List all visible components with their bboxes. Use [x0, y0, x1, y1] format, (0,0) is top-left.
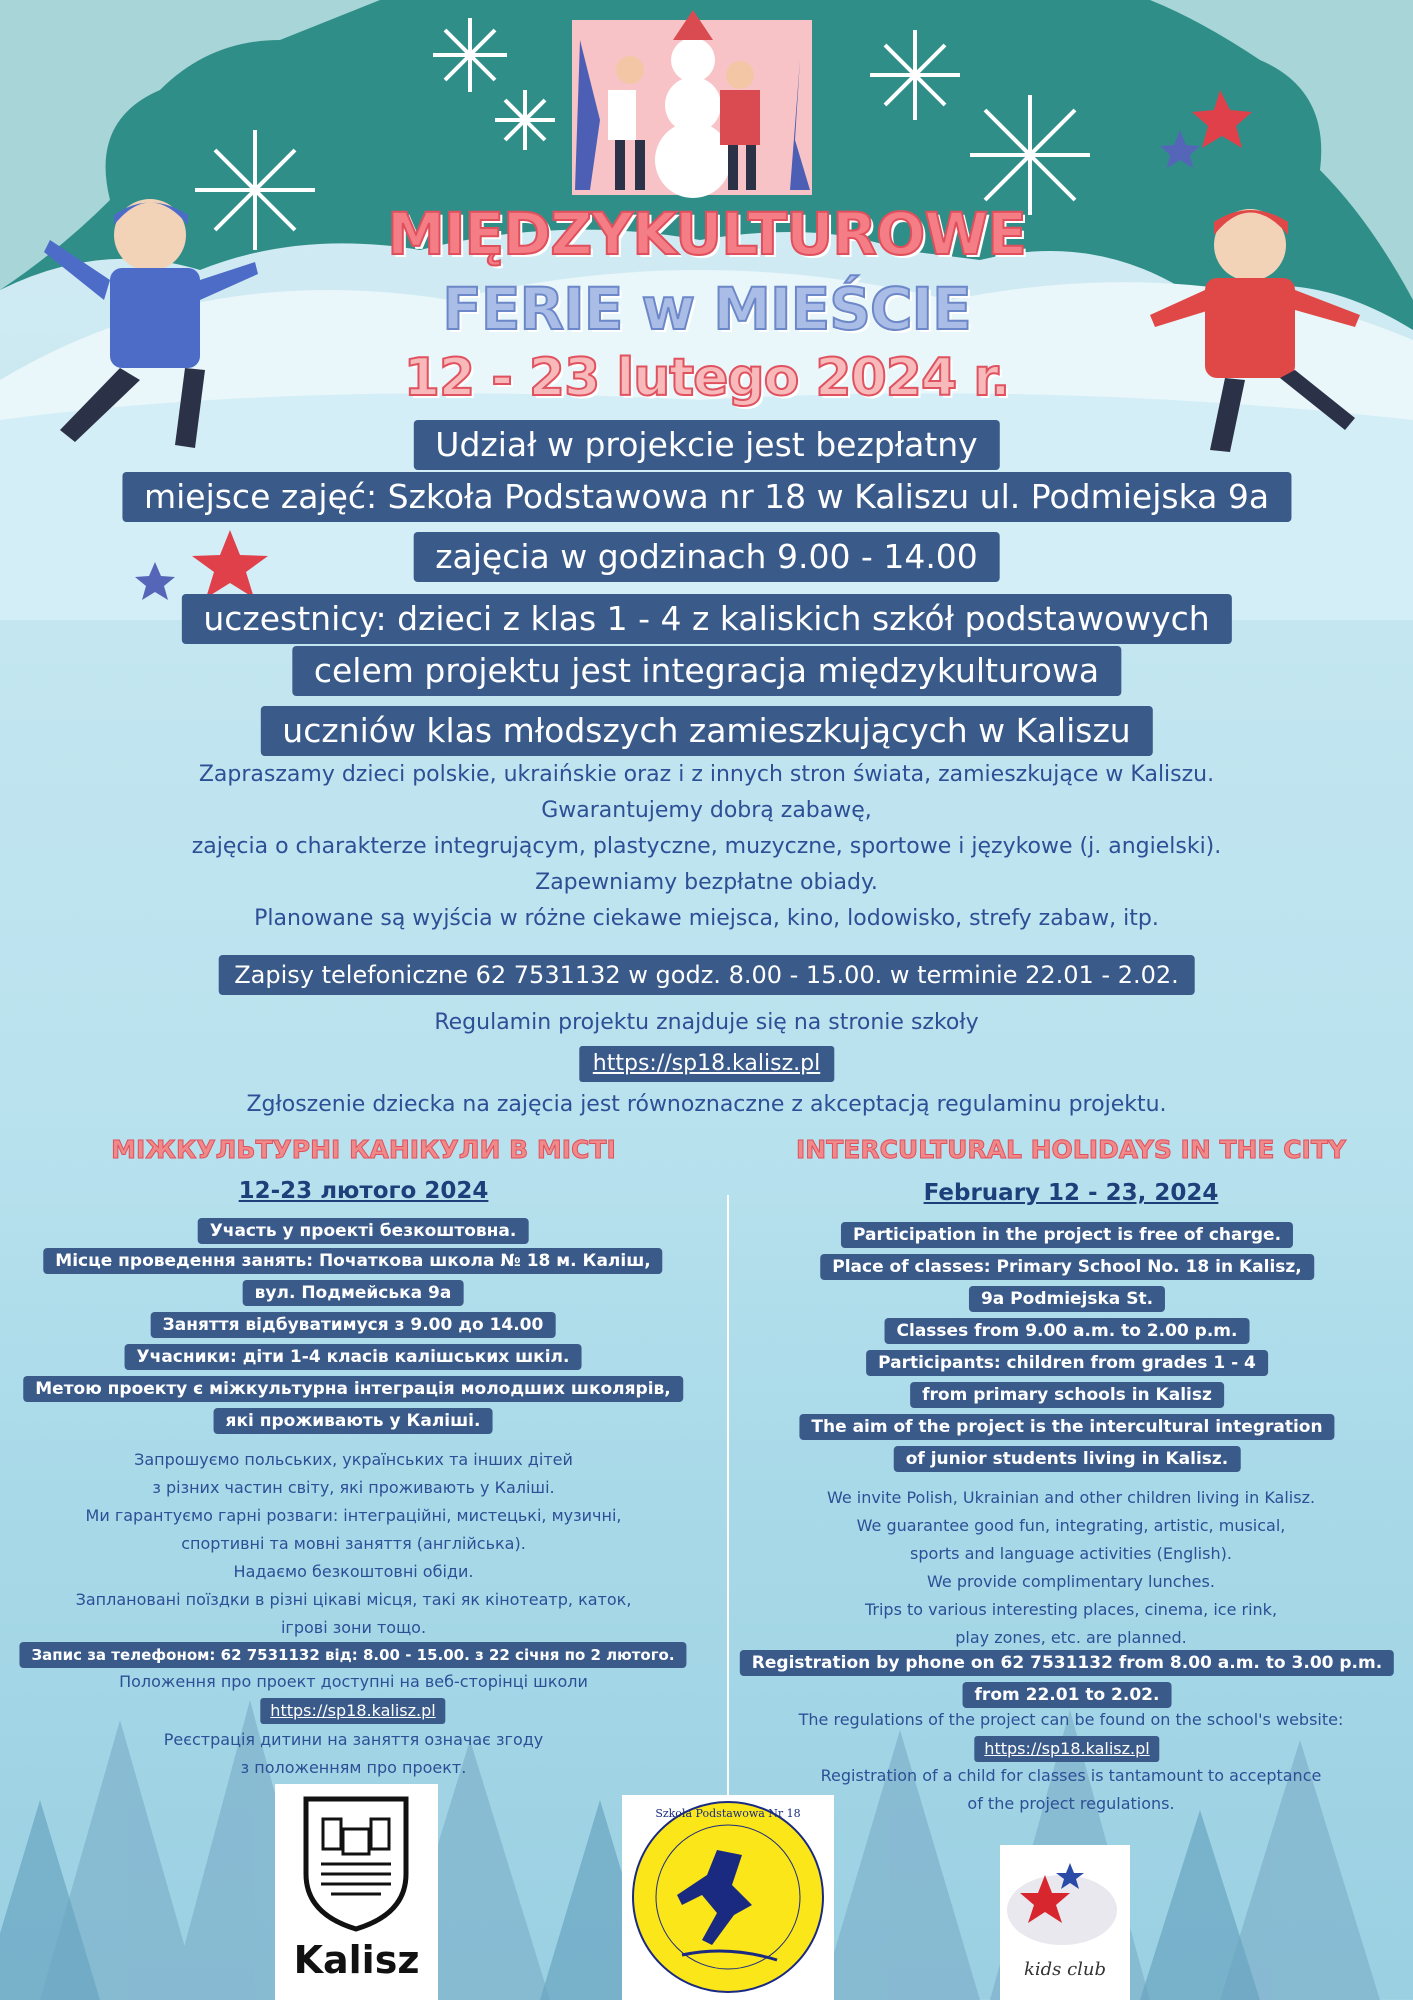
en-rules-text: The regulations of the project can be found on the school's website: [798, 1710, 1344, 1729]
invite-line: Zapraszamy dzieci polskie, ukraińskie oraz i z innych stron świata, zamieszkujące w Kaliszu. [198, 762, 1215, 787]
en-text-line: We guarantee good fun, integrating, artistic, musical, [856, 1516, 1286, 1535]
en-pill: Classes from 9.00 a.m. to 2.00 p.m. [885, 1318, 1250, 1344]
en-pill: Participants: children from grades 1 - 4 [866, 1350, 1268, 1376]
ua-pill: Участь у проекті безкоштовна. [198, 1218, 529, 1244]
pill-free-participation: Udział w projekcie jest bezpłatny [413, 420, 999, 470]
ua-acceptance-line: з положенням про проект. [240, 1758, 467, 1777]
kids-club-star-icon [1000, 1845, 1130, 1955]
invite-line: Zapewniamy bezpłatne obiady. [535, 870, 878, 895]
invite-line: zajęcia o charakterze integrującym, plastyczne, muzyczne, sportowe i językowe (j. angielski). [191, 834, 1222, 859]
ua-school-website-link[interactable]: https://sp18.kalisz.pl [260, 1698, 445, 1724]
ua-pill: Заняття відбуватимуся з 9.00 до 14.00 [151, 1312, 556, 1338]
ua-text-line: ігрові зони тощо. [280, 1618, 427, 1637]
en-pill: of junior students living in Kalisz. [894, 1446, 1241, 1472]
ua-text-line: Надаємо безкоштовні обіди. [233, 1562, 474, 1581]
en-text-line: sports and language activities (English). [910, 1544, 1232, 1563]
pill-goal-continued: uczniów klas młodszych zamieszkujących w Kaliszu [260, 706, 1152, 756]
ua-pill: Учасники: діти 1-4 класів калішських шкіл. [125, 1344, 582, 1370]
kalisz-logo-text: Kalisz [293, 1938, 420, 1982]
en-text-line: We provide complimentary lunches. [927, 1572, 1215, 1591]
ua-pill: вул. Подмейська 9а [243, 1280, 464, 1306]
title-line-1: MIĘDZYKULTUROWE [387, 200, 1026, 268]
en-text-line: We invite Polish, Ukrainian and other children living in Kalisz. [826, 1488, 1316, 1507]
ua-text-line: Запрошуємо польських, українських та інших дітей [134, 1450, 573, 1469]
english-heading: INTERCULTURAL HOLIDAYS IN THE CITY [795, 1135, 1347, 1164]
ua-pill: Місце проведення занять: Початкова школа № 18 м. Каліш, [43, 1248, 662, 1274]
pill-goal: celem projektu jest integracja międzykulturowa [292, 646, 1121, 696]
ua-rules-text: Положення про проект доступні на веб-сторінці школи [119, 1672, 588, 1691]
en-acceptance-line: Registration of a child for classes is tantamount to acceptance [820, 1766, 1322, 1785]
kalisz-city-logo [275, 1784, 438, 2000]
en-pill: 9a Podmiejska St. [969, 1286, 1165, 1312]
kids-club-text: kids club [1023, 1959, 1107, 1980]
en-text-line: play zones, etc. are planned. [955, 1628, 1187, 1647]
pill-location: miejsce zajęć: Szkoła Podstawowa nr 18 w Kaliszu ul. Podmiejska 9a [122, 472, 1291, 522]
ua-registration: Запис за телефоном: 62 7531132 від: 8.00 - 15.00. з 22 січня по 2 лютого. [19, 1642, 686, 1668]
ukrainian-date: 12-23 лютого 2024 [238, 1178, 489, 1204]
en-school-website-link[interactable]: https://sp18.kalisz.pl [974, 1736, 1159, 1762]
ua-text-line: з різних частин світу, які проживають у Каліші. [152, 1478, 555, 1497]
en-registration: from 22.01 to 2.02. [963, 1682, 1172, 1708]
invite-line: Planowane są wyjścia w różne ciekawe miejsca, kino, lodowisko, strefy zabaw, itp. [254, 906, 1159, 931]
kids-club-logo [1000, 1845, 1130, 2000]
svg-text:Szkoła Podstawowa Nr 18: Szkoła Podstawowa Nr 18 [655, 1807, 801, 1820]
ua-text-line: Ми гарантуємо гарні розваги: інтеграційні, мистецькі, музичні, [85, 1506, 622, 1525]
pill-hours: zajęcia w godzinach 9.00 - 14.00 [413, 532, 1000, 582]
rules-text: Regulamin projektu znajduje się na stronie szkoły [434, 1010, 979, 1035]
ukrainian-heading: МІЖКУЛЬТУРНІ КАНІКУЛИ В МІСТІ [111, 1135, 616, 1164]
en-pill: The aim of the project is the intercultural integration [799, 1414, 1334, 1440]
title-line-2: FERIE w MIEŚCIE [442, 275, 971, 343]
kalisz-crest-icon [275, 1784, 438, 1934]
en-text-line: Trips to various interesting places, cinema, ice rink, [864, 1600, 1278, 1619]
pill-participants: uczestnicy: dzieci z klas 1 - 4 z kaliskich szkół podstawowych [181, 594, 1231, 644]
title-line-3-dates: 12 - 23 lutego 2024 r. [403, 348, 1010, 408]
acceptance-text: Zgłoszenie dziecka na zajęcia jest równoznaczne z akceptacją regulaminu projektu. [246, 1092, 1167, 1117]
ua-acceptance-line: Реєстрація дитини на заняття означає згоду [163, 1730, 544, 1749]
school-website-link[interactable]: https://sp18.kalisz.pl [579, 1046, 834, 1082]
school-emblem-icon [622, 1795, 834, 2000]
en-pill: Place of classes: Primary School No. 18 in Kalisz, [820, 1254, 1314, 1280]
invite-line: Gwarantujemy dobrą zabawę, [541, 798, 872, 823]
en-pill: from primary schools in Kalisz [910, 1382, 1224, 1408]
en-pill: Participation in the project is free of charge. [841, 1222, 1293, 1248]
english-date: February 12 - 23, 2024 [923, 1180, 1219, 1206]
ua-pill: Метою проекту є міжкультурна інтеграція молодших школярів, [23, 1376, 683, 1402]
school-logo [622, 1795, 834, 2000]
ua-text-line: Заплановані поїздки в різні цікаві місця, такі як кінотеатр, каток, [75, 1590, 632, 1609]
en-acceptance-line: of the project regulations. [967, 1794, 1175, 1813]
ua-text-line: спортивні та мовні заняття (англійська). [181, 1534, 526, 1553]
ua-pill: які проживають у Каліші. [214, 1408, 493, 1434]
en-registration: Registration by phone on 62 7531132 from 8.00 a.m. to 3.00 p.m. [740, 1650, 1394, 1676]
registration-phone: Zapisy telefoniczne 62 7531132 w godz. 8.00 - 15.00. w terminie 22.01 - 2.02. [218, 955, 1195, 995]
